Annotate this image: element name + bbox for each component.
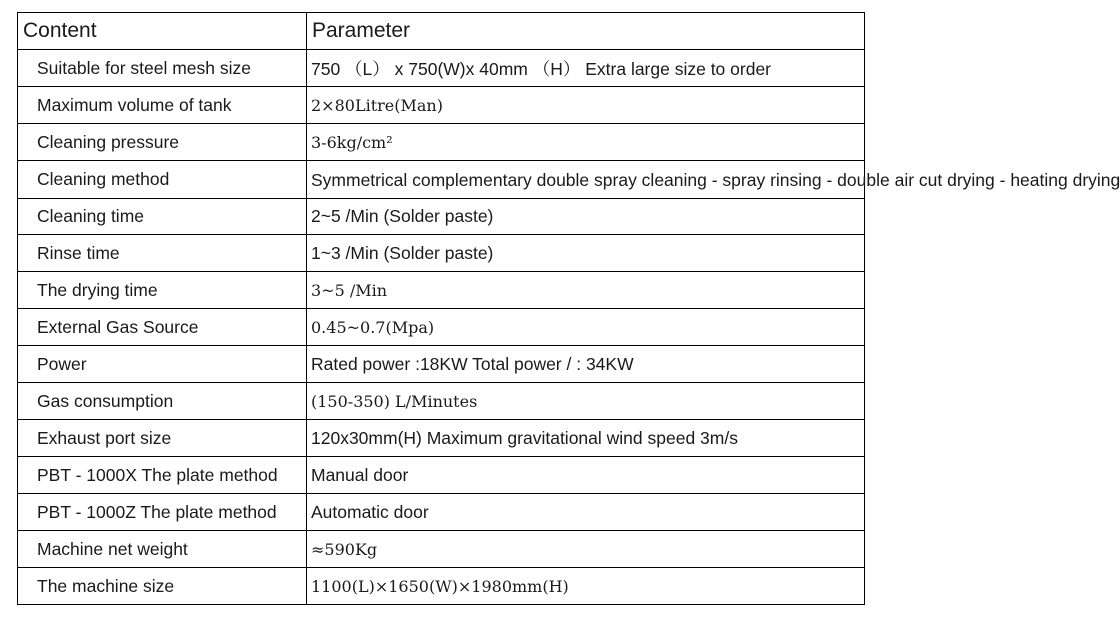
header-content: Content xyxy=(18,13,307,50)
row-label: The drying time xyxy=(18,272,307,309)
row-label: Maximum volume of tank xyxy=(18,87,307,124)
row-value: 1~3 /Min (Solder paste) xyxy=(307,235,865,272)
table-row xyxy=(18,50,865,87)
table-row xyxy=(18,420,865,457)
table-row xyxy=(18,124,865,161)
header-row xyxy=(18,13,865,50)
table-row xyxy=(18,309,865,346)
row-value: Symmetrical complementary double spray cleaning - spray rinsing - double air cut drying - heating drying xyxy=(307,161,865,199)
row-label: Cleaning method xyxy=(18,161,307,199)
row-value: 1100(L)×1650(W)×1980mm(H) xyxy=(307,568,865,605)
row-label: The machine size xyxy=(18,568,307,605)
row-value: Rated power :18KW Total power / : 34KW xyxy=(307,346,865,383)
row-value: (150-350) L/Minutes xyxy=(307,383,865,420)
row-value: 3~5 /Min xyxy=(307,272,865,309)
row-value: ≈590Kg xyxy=(307,531,865,568)
row-label: External Gas Source xyxy=(18,309,307,346)
row-value: 2~5 /Min (Solder paste) xyxy=(307,199,865,235)
row-label: PBT - 1000X The plate method xyxy=(18,457,307,494)
table-row xyxy=(18,272,865,309)
row-label: Machine net weight xyxy=(18,531,307,568)
row-label: Cleaning pressure xyxy=(18,124,307,161)
row-label: Exhaust port size xyxy=(18,420,307,457)
row-value: 750 （L） x 750(W)x 40mm （H） Extra large size to order xyxy=(307,50,865,87)
table-row xyxy=(18,568,865,605)
row-value: 120x30mm(H) Maximum gravitational wind speed 3m/s xyxy=(307,420,865,457)
table-row xyxy=(18,87,865,124)
table-row xyxy=(18,494,865,531)
row-label: PBT - 1000Z The plate method xyxy=(18,494,307,531)
table-row xyxy=(18,199,865,235)
header-parameter: Parameter xyxy=(307,13,865,50)
table-row xyxy=(18,457,865,494)
row-value: 0.45~0.7(Mpa) xyxy=(307,309,865,346)
row-label: Cleaning time xyxy=(18,199,307,235)
table-row xyxy=(18,383,865,420)
row-label: Suitable for steel mesh size xyxy=(18,50,307,87)
specification-table xyxy=(17,12,1120,605)
row-label: Rinse time xyxy=(18,235,307,272)
row-value: Automatic door xyxy=(307,494,865,531)
table-row xyxy=(18,531,865,568)
row-value: 3-6kg/cm² xyxy=(307,124,865,161)
row-label: Power xyxy=(18,346,307,383)
row-value: Manual door xyxy=(307,457,865,494)
row-label: Gas consumption xyxy=(18,383,307,420)
row-value: 2×80Litre(Man) xyxy=(307,87,865,124)
table-row xyxy=(18,161,865,199)
table-row xyxy=(18,346,865,383)
table-row xyxy=(18,235,865,272)
